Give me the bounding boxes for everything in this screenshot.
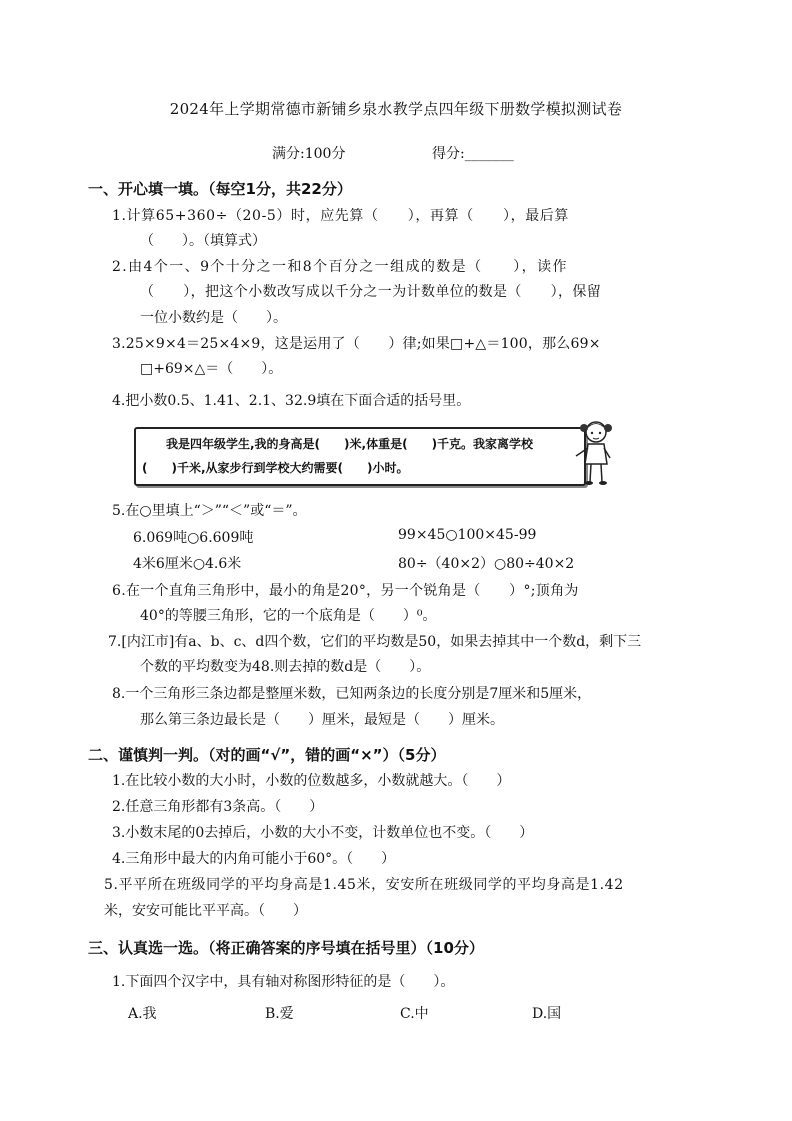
section-3-heading: 三、认真选一选。（将正确答案的序号填在括号里）（10分） — [88, 939, 484, 957]
question-1-6-line-2: 40°的等腰三角形，它的一个底角是（ ）⁰。 — [140, 608, 437, 624]
question-1-3-line-1: 3.25×9×4＝25×4×9，这是运用了（ ）律;如果□+△＝100，那么69× — [112, 336, 601, 352]
question-1-2-line-2: （ ），把这个小数改写成以千分之一为计数单位的数是（ ），保留 — [140, 284, 602, 300]
question-2-5-line-1: 5.平平所在班级同学的平均身高是1.45米，安安所在班级同学的平均身高是1.42 — [104, 877, 624, 893]
question-1-5-d: 80÷（40×2）○80÷40×2 — [398, 556, 575, 572]
question-1-2-line-1: 2.由4个一、9个十分之一和8个百分之一组成的数是（ ），读作 — [112, 259, 568, 275]
question-1-8-line-2: 那么第三条边最长是（ ）厘米，最短是（ ）厘米。 — [140, 712, 504, 728]
question-1-6-line-1: 6.在一个直角三角形中，最小的角是20°，另一个锐角是（ ）°;顶角为 — [112, 583, 579, 599]
question-1-7-line-2: 个数的平均数变为48.则去掉的数d是（ ）。 — [140, 659, 431, 675]
question-1-2-line-3: 一位小数约是（ ）。 — [140, 310, 287, 326]
speech-line-1: 我是四年级学生,我的身高是( )米,体重是( )千克。我家离学校 — [166, 437, 534, 451]
question-1-1-line-2: （ ）。（填算式） — [140, 233, 266, 249]
question-1-5-a: 6.069吨○6.609吨 — [133, 530, 254, 546]
question-2-2: 2.任意三角形都有3条高。（ ） — [112, 799, 324, 815]
section-2-heading: 二、谨慎判一判。（对的画“√”，错的画“×”）（5分） — [88, 746, 446, 764]
speech-line-2: ( )千米,从家步行到学校大约需要( )小时。 — [142, 461, 409, 475]
question-1-7-line-1: 7.[内江市]有a、b、c、d四个数，它们的平均数是50，如果去掉其中一个数d，剩下三 — [108, 634, 642, 650]
page-title: 2024年上学期常德市新铺乡泉水教学点四年级下册数学模拟测试卷 — [169, 100, 623, 118]
question-1-1-line-1: 1.计算65+360÷（20-5）时，应先算（ ），再算（ ），最后算 — [112, 208, 570, 224]
score-field: 得分:_______ — [432, 146, 514, 162]
option-c: C.中 — [400, 1006, 429, 1022]
question-2-3: 3.小数末尾的0去掉后，小数的大小不变，计数单位也不变。（ ） — [112, 825, 534, 841]
full-score: 满分:100分 — [272, 146, 346, 162]
question-1-5-c: 4米6厘米○4.6米 — [133, 556, 242, 572]
question-1-8-line-1: 8.一个三角形三条边都是整厘米数，已知两条边的长度分别是7厘米和5厘米， — [112, 686, 592, 702]
question-2-4: 4.三角形中最大的内角可能小于60°。（ ） — [112, 851, 396, 867]
section-1-heading: 一、开心填一填。（每空1分，共22分） — [88, 180, 352, 198]
question-2-5-line-2: 米，安安可能比平平高。（ ） — [104, 903, 307, 919]
question-3-1: 1.下面四个汉字中，具有轴对称图形特征的是（ ）。 — [112, 974, 455, 990]
speech-bubble — [134, 427, 586, 486]
option-d: D.国 — [532, 1006, 562, 1022]
option-b: B.爱 — [265, 1006, 294, 1022]
girl-illustration — [570, 418, 620, 488]
question-1-5-b: 99×45○100×45-99 — [398, 527, 537, 543]
question-1-5: 5.在○里填上“＞”“＜”或“＝”。 — [112, 503, 307, 519]
question-2-1: 1.在比较小数的大小时，小数的位数越多，小数就越大。（ ） — [112, 773, 511, 789]
option-a: A.我 — [128, 1006, 157, 1022]
question-1-3-line-2: □+69×△＝（ ）。 — [140, 361, 283, 377]
question-1-4: 4.把小数0.5、1.41、2.1、32.9填在下面合适的括号里。 — [112, 393, 471, 409]
